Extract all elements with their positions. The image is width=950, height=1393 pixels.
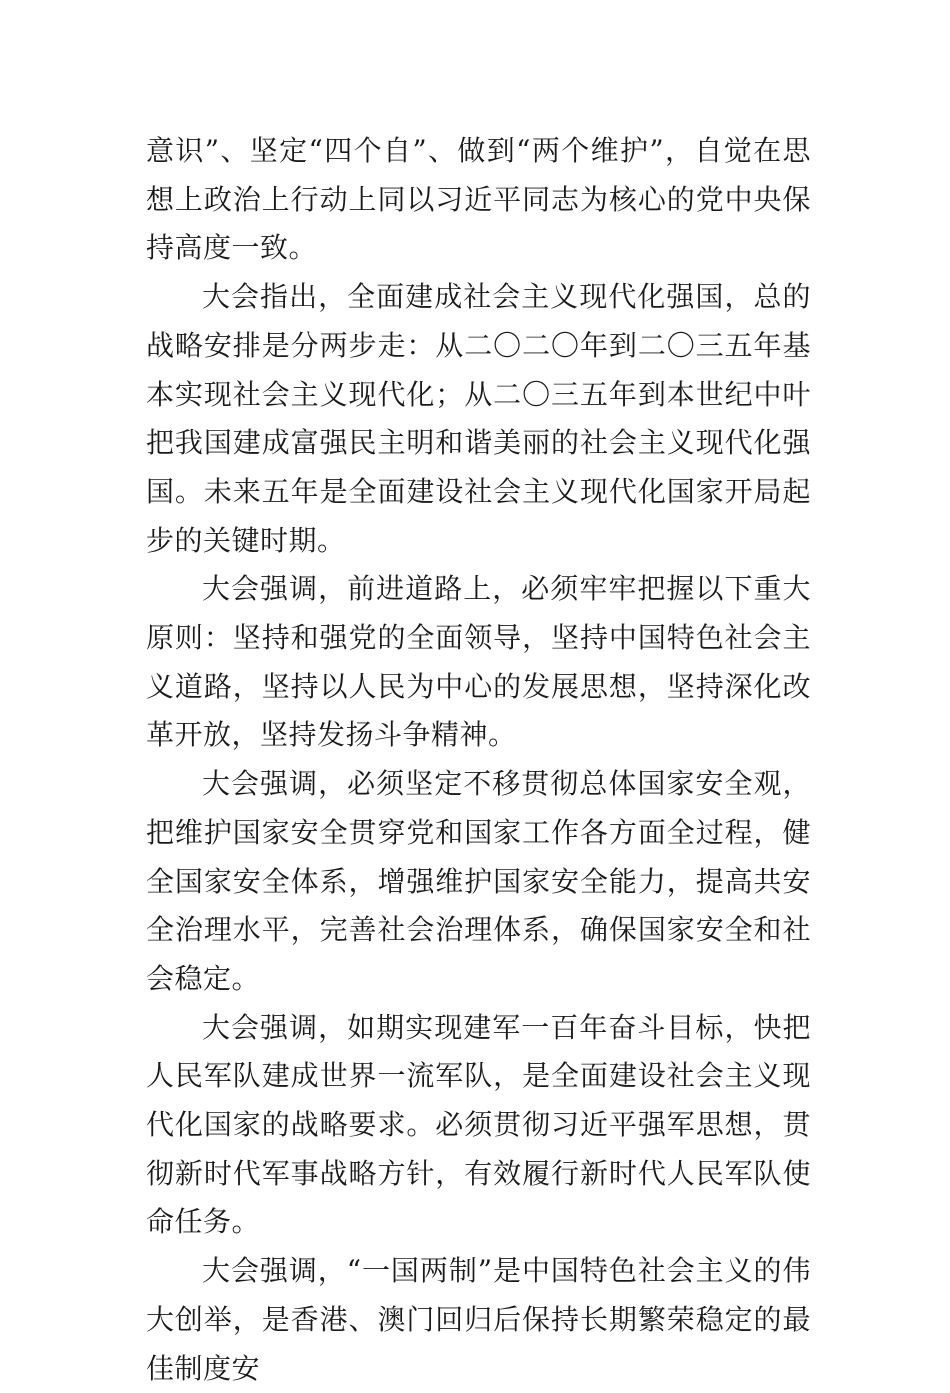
paragraph-6: 大会强调，“一国两制”是中国特色社会主义的伟大创举，是香港、澳门回归后保持长期繁荣稳定的最佳制度安 (146, 1254, 811, 1385)
document-body (146, 127, 811, 1393)
paragraph-3: 大会强调，前进道路上，必须牢牢把握以下重大原则：坚持和强党的全面领导，坚持中国特色社会主义道路，坚持以人民为中心的发展思想，坚持深化改革开放，坚持发扬斗争精神。 (146, 572, 811, 752)
paragraph-4: 大会强调，必须坚定不移贯彻总体国家安全观，把维护国家安全贯穿党和国家工作各方面全过程，健全国家安全体系，增强维护国家安全能力，提高共安全治理水平，完善社会治理体系，确保国家安全和社会稳定。 (146, 767, 811, 995)
paragraph-2: 大会指出，全面建成社会主义现代化强国，总的战略安排是分两步走：从二〇二〇年到二〇三五年基本实现社会主义现代化；从二〇三五年到本世纪中叶把我国建成富强民主明和谐美丽的社会主义现代化强国。未来五年是全面建设社会主义现代化国家开局起步的关键时期。 (146, 280, 811, 557)
paragraph-1: 意识”、坚定“四个自”、做到“两个维护”，自觉在思想上政治上行动上同以习近平同志为核心的党中央保持高度一致。 (146, 134, 811, 265)
paragraph-5: 大会强调，如期实现建军一百年奋斗目标，快把人民军队建成世界一流军队，是全面建设社会主义现代化国家的战略要求。必须贯彻习近平强军思想，贯彻新时代军事战略方针，有效履行新时代人民军队使命任务。 (146, 1010, 811, 1239)
